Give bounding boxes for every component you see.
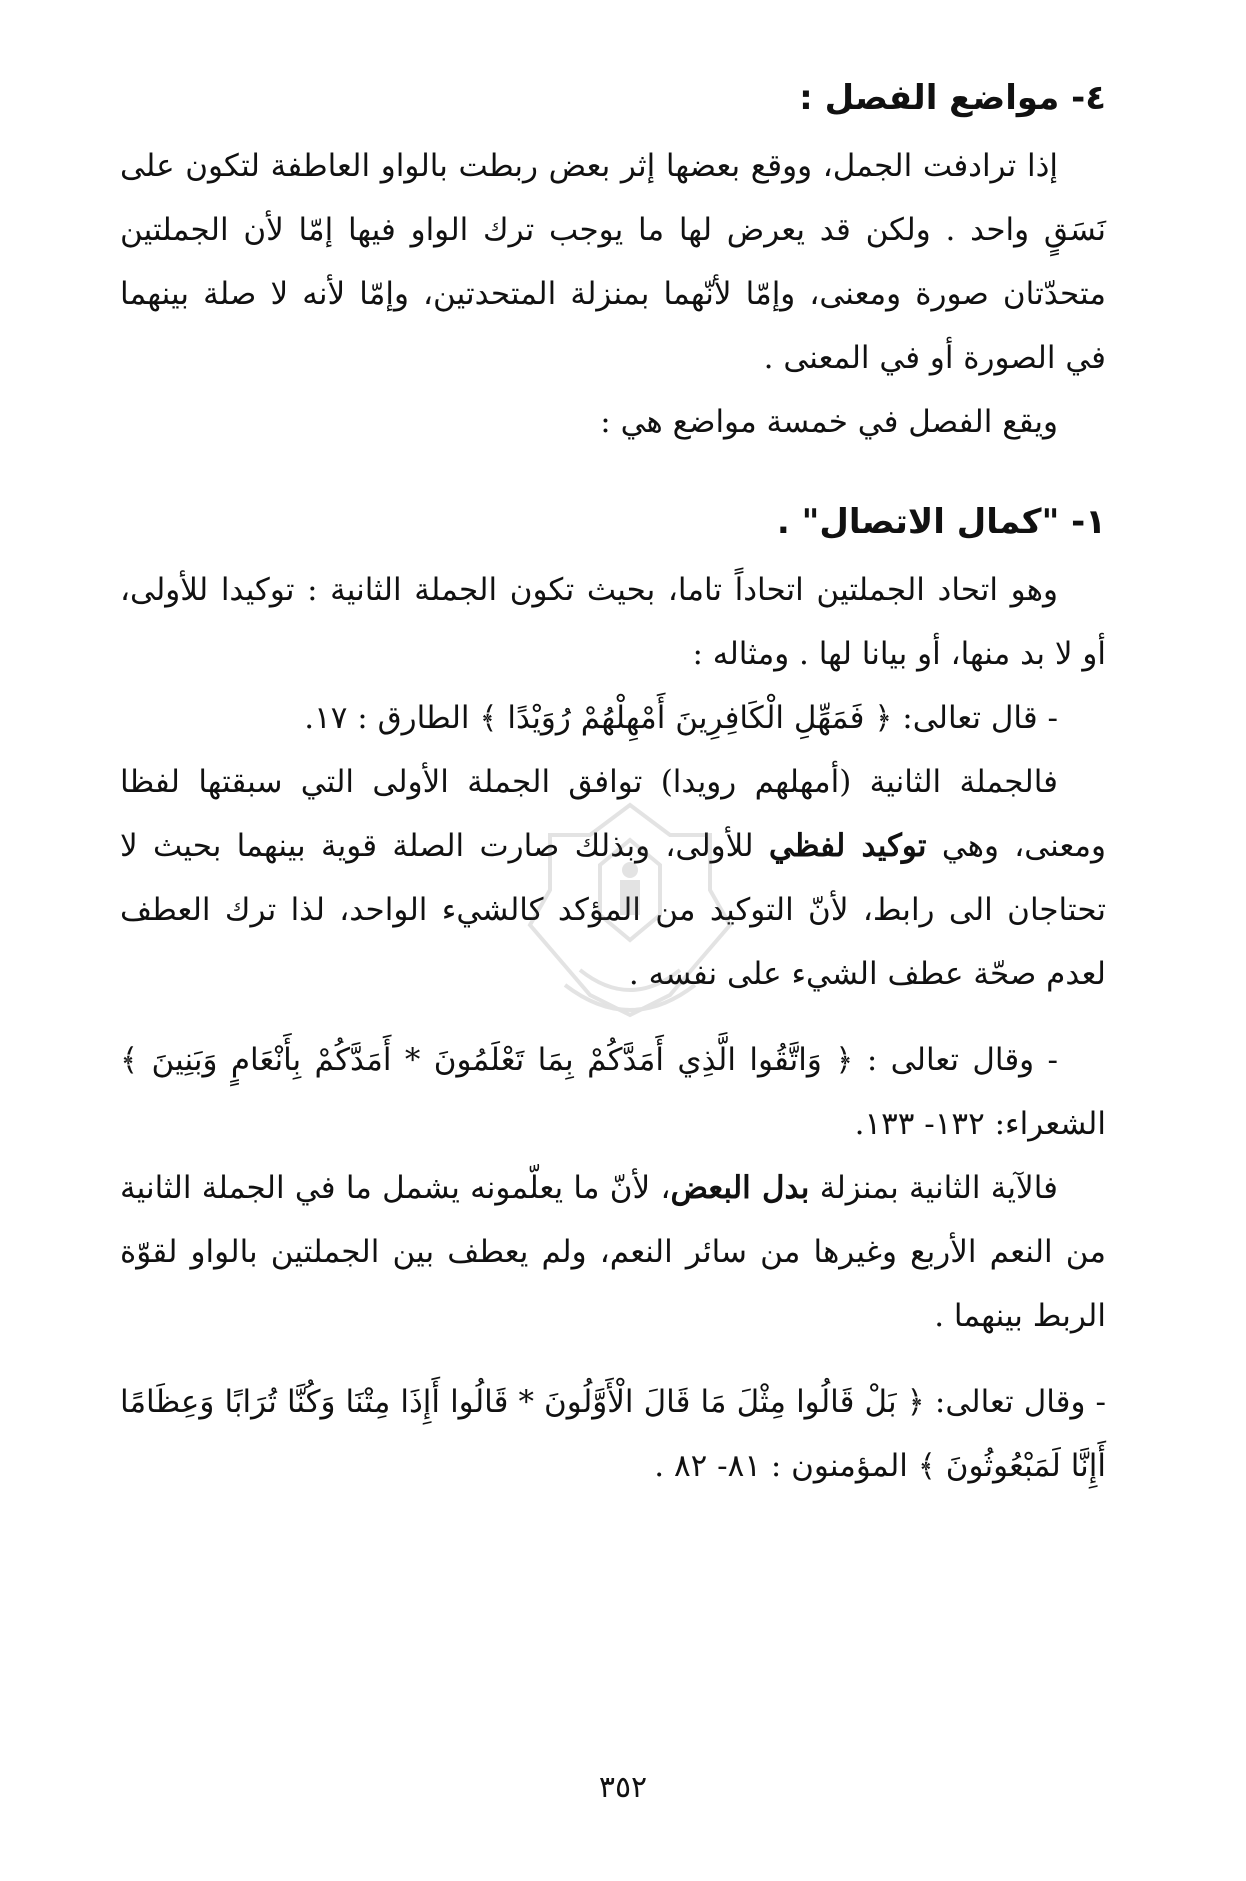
example-explanation-1	[120, 750, 1106, 1006]
explanation-text: فالجملة الثانية (أمهلهم رويدا) توافق الجملة الأولى التي سبقتها لفظا ومعنى، وهي	[120, 764, 1106, 864]
example-verse-2: - وقال تعالى : ﴿ وَاتَّقُوا الَّذِي أَمَدَّكُمْ بِمَا تَعْلَمُونَ * أَمَدَّكُمْ بِأَنْعَامٍ وَبَنِينَ ﴾ الشعراء: ١٣٢- ١٣٣.	[120, 1042, 1106, 1142]
definition-paragraph: وهو اتحاد الجملتين اتحاداً تاما، بحيث تكون الجملة الثانية : توكيدا للأولى، أو لا بد منها، أو بيانا لها . ومثاله :	[120, 572, 1106, 672]
example-verse-3: - وقال تعالى: ﴿ بَلْ قَالُوا مِثْلَ مَا قَالَ الْأَوَّلُونَ * قَالُوا أَإِذَا مِتْنَا وَكُنَّا تُرَابًا وَعِظَامًا أَإِنَّا لَمَبْعُوثُونَ ﴾ المؤمنون : ٨١- ٨٢ .	[120, 1384, 1106, 1484]
emphasis-term: بدل البعض	[670, 1170, 810, 1206]
spacer	[120, 1006, 1106, 1028]
explanation-text: ، لأنّ ما يعلّمونه يشمل ما في الجملة الثانية من النعم الأربع وغيرها من سائر النعم، ولم يعطف بين الجملتين بالواو لقوّة الربط بينهما .	[120, 1170, 1106, 1334]
explanation-text: للأولى، وبذلك صارت الصلة قوية بينهما بحيث لا تحتاجان الى رابط، لأنّ التوكيد من المؤكد كالشيء الواحد، لذا ترك العطف لعدم صحّة عطف الشيء على نفسه .	[120, 828, 1106, 992]
spacer	[120, 1348, 1106, 1370]
spacer	[120, 454, 1106, 494]
example-verse-1: - قال تعالى: ﴿ فَمَهِّلِ الْكَافِرِينَ أَمْهِلْهُمْ رُوَيْدًا ﴾ الطارق : ١٧.	[304, 700, 1058, 736]
example-explanation-2	[120, 1156, 1106, 1348]
emphasis-term: توكيد لفظي	[768, 828, 927, 864]
intro-list-lead: ويقع الفصل في خمسة مواضع هي :	[600, 404, 1058, 440]
page-number: ٣٥٢	[598, 1770, 648, 1805]
explanation-text: فالآية الثانية بمنزلة	[809, 1170, 1058, 1206]
subsection-heading: ١- "كمال الاتصال" .	[776, 502, 1106, 542]
intro-paragraph: إذا ترادفت الجمل، ووقع بعضها إثر بعض ربطت بالواو العاطفة لتكون على نَسَقٍ واحد . ولكن قد يعرض لها ما يوجب ترك الواو فيها إمّا لأن الجملتين متحدّتان صورة ومعنى، وإمّا لأنّهما بمنزلة المتحدتين، وإمّا لأنه لا صلة بينهما في الصورة أو في المعنى .	[120, 148, 1106, 376]
section-heading: ٤- مواضع الفصل :	[799, 78, 1106, 118]
